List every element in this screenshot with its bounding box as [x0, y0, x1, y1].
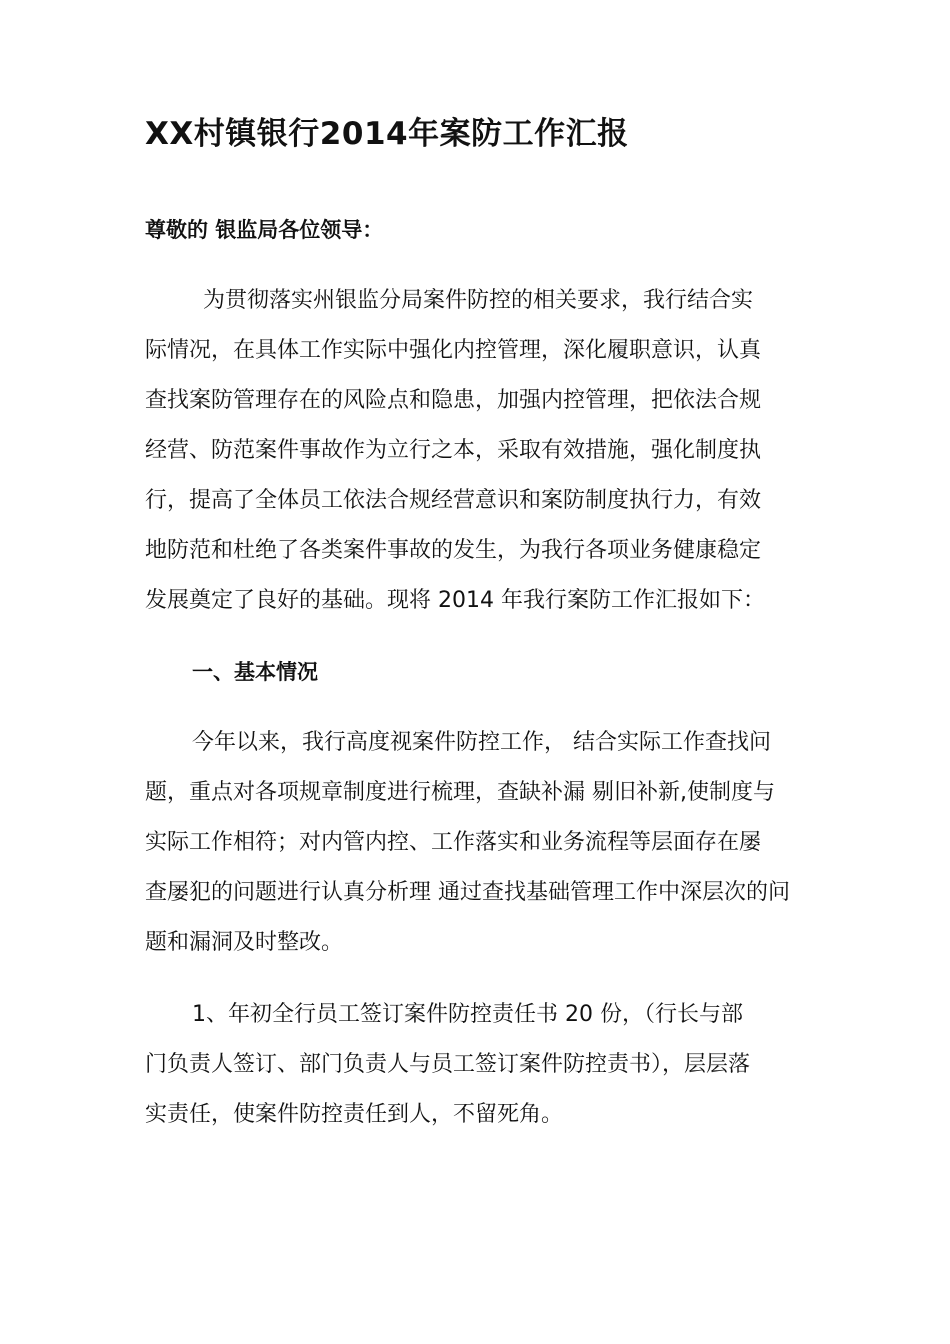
intro-line: 为贯彻落实州银监分局案件防控的相关要求，我行结合实: [203, 288, 754, 313]
section1-line: 查屡犯的问题进行认真分析理 通过查找基础管理工作中深层次的问: [145, 880, 790, 905]
item1-line: 门负责人签订、部门负责人与员工签订案件防控责书），层层落: [145, 1052, 751, 1077]
document-title: XX村镇银行2014年案防工作汇报: [145, 116, 629, 152]
intro-line: 行，提高了全体员工依法合规经营意识和案防制度执行力，有效: [145, 488, 762, 513]
salutation: 尊敬的 银监局各位领导：: [145, 218, 384, 242]
intro-line: 经营、防范案件事故作为立行之本，采取有效措施，强化制度执: [145, 438, 762, 463]
item1-line: 1、年初全行员工签订案件防控责任书 20 份，（行长与部: [192, 1002, 743, 1027]
section1-line: 今年以来，我行高度视案件防控工作， 结合实际工作查找问: [192, 730, 771, 755]
section1-line: 题和漏洞及时整改。: [145, 930, 344, 955]
section1-paragraph: [145, 718, 825, 968]
intro-line: 发展奠定了良好的基础。现将 2014 年我行案防工作汇报如下：: [145, 588, 765, 613]
section1-line: 实际工作相符；对内管内控、工作落实和业务流程等层面存在屡: [145, 830, 762, 855]
section-heading-basic: 一、基本情况: [192, 660, 318, 684]
intro-paragraph: [145, 276, 825, 626]
item1-line: 实责任，使案件防控责任到人，不留死角。: [145, 1102, 564, 1127]
intro-line: 际情况，在具体工作实际中强化内控管理，深化履职意识，认真: [145, 338, 762, 363]
section1-line: 题，重点对各项规章制度进行梳理，查缺补漏 剔旧补新,使制度与: [145, 780, 775, 805]
item1-paragraph: [145, 990, 825, 1140]
intro-line: 查找案防管理存在的风险点和隐患，加强内控管理，把依法合规: [145, 388, 762, 413]
intro-line: 地防范和杜绝了各类案件事故的发生，为我行各项业务健康稳定: [145, 538, 762, 563]
